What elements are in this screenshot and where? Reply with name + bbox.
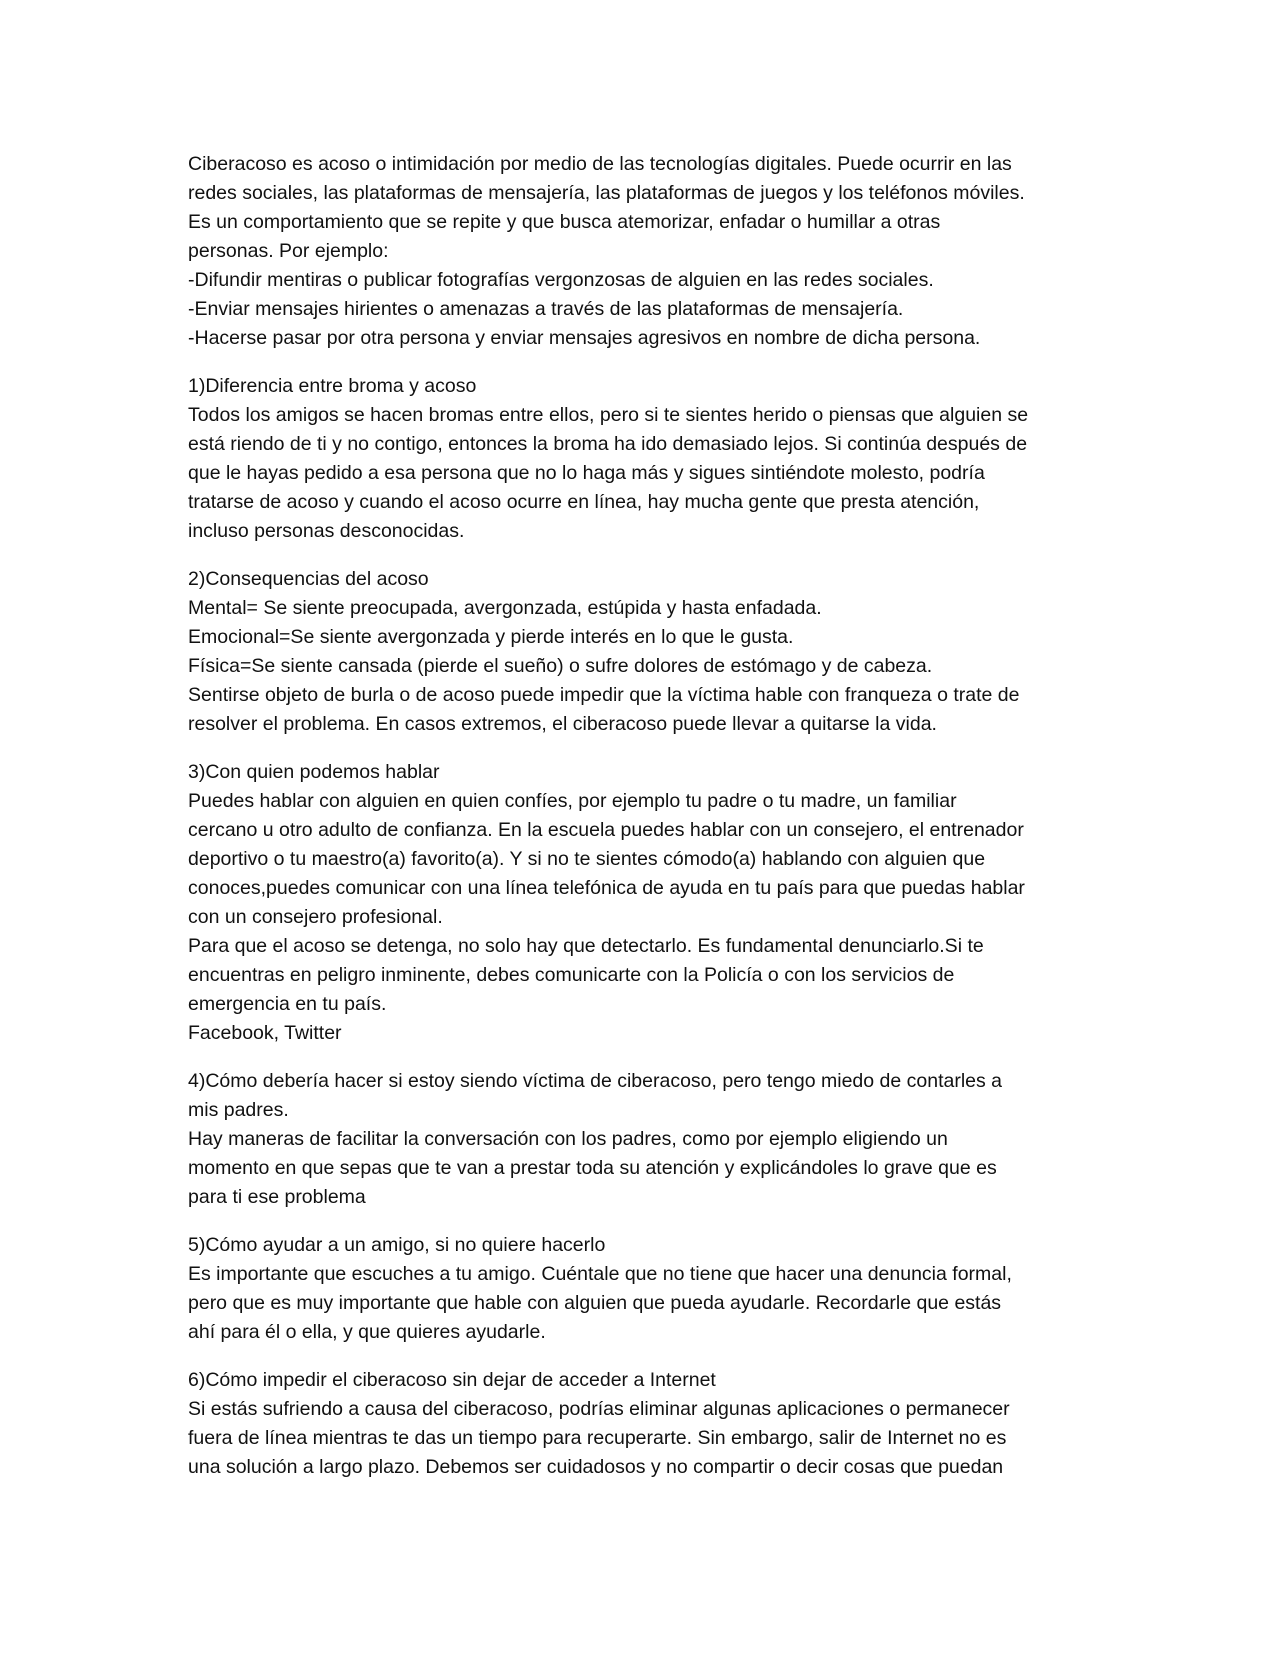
section-victim-afraid-to-tell-parents: [188, 1067, 1108, 1212]
text-line: redes sociales, las plataformas de mensajería, las plataformas de juegos y los teléfonos móviles.: [188, 182, 1025, 204]
text-line: emergencia en tu país.: [188, 993, 387, 1015]
section-heading: 2)Consequencias del acoso: [188, 568, 429, 590]
intro-paragraph: [188, 150, 1108, 353]
text-line: -Difundir mentiras o publicar fotografías vergonzosas de alguien en las redes sociales.: [188, 269, 934, 291]
section-heading: 5)Cómo ayudar a un amigo, si no quiere hacerlo: [188, 1234, 606, 1256]
text-line: ahí para él o ella, y que quieres ayudarle.: [188, 1321, 546, 1343]
text-line: para ti ese problema: [188, 1186, 366, 1208]
text-line: está riendo de ti y no contigo, entonces la broma ha ido demasiado lejos. Si continúa después de: [188, 433, 1028, 455]
text-line: Emocional=Se siente avergonzada y pierde interés en lo que le gusta.: [188, 626, 794, 648]
text-line: encuentras en peligro inminente, debes comunicarte con la Policía o con los servicios de: [188, 964, 955, 986]
text-line: momento en que sepas que te van a prestar toda su atención y explicándoles lo grave que es: [188, 1157, 997, 1179]
text-line: incluso personas desconocidas.: [188, 520, 465, 542]
text-line: personas. Por ejemplo:: [188, 240, 389, 262]
text-line: Todos los amigos se hacen bromas entre ellos, pero si te sientes herido o piensas que alguien se: [188, 404, 1029, 426]
text-line: Puedes hablar con alguien en quien confíes, por ejemplo tu padre o tu madre, un familiar: [188, 790, 957, 812]
section-prevent-cyberbullying-online: [188, 1366, 1108, 1482]
text-line: Es un comportamiento que se repite y que busca atemorizar, enfadar o humillar a otras: [188, 211, 941, 233]
text-line: Para que el acoso se detenga, no solo hay que detectarlo. Es fundamental denunciarlo.Si te: [188, 935, 984, 957]
text-line: Sentirse objeto de burla o de acoso puede impedir que la víctima hable con franqueza o trate de: [188, 684, 1020, 706]
text-line: Física=Se siente cansada (pierde el sueño) o sufre dolores de estómago y de cabeza.: [188, 655, 933, 677]
text-line: deportivo o tu maestro(a) favorito(a). Y si no te sientes cómodo(a) hablando con alguien que: [188, 848, 986, 870]
text-line: una solución a largo plazo. Debemos ser cuidadosos y no compartir o decir cosas que puedan: [188, 1456, 1004, 1478]
text-line: Mental= Se siente preocupada, avergonzada, estúpida y hasta enfadada.: [188, 597, 822, 619]
text-line: Hay maneras de facilitar la conversación con los padres, como por ejemplo eligiendo un: [188, 1128, 948, 1150]
text-line: Es importante que escuches a tu amigo. Cuéntale que no tiene que hacer una denuncia formal,: [188, 1263, 1012, 1285]
section-heading: 4)Cómo debería hacer si estoy siendo víctima de ciberacoso, pero tengo miedo de contarles a: [188, 1070, 1003, 1092]
section-heading: 3)Con quien podemos hablar: [188, 761, 440, 783]
document-page: [188, 150, 1108, 1482]
text-line: tratarse de acoso y cuando el acoso ocurre en línea, hay mucha gente que presta atención,: [188, 491, 980, 513]
section-help-a-friend: [188, 1231, 1108, 1347]
text-line: resolver el problema. En casos extremos, el ciberacoso puede llevar a quitarse la vida.: [188, 713, 937, 735]
text-line: Facebook, Twitter: [188, 1022, 342, 1044]
text-line: -Hacerse pasar por otra persona y enviar mensajes agresivos en nombre de dicha persona.: [188, 327, 981, 349]
text-line: que le hayas pedido a esa persona que no lo haga más y sigues sintiéndote molesto, podría: [188, 462, 985, 484]
text-line: fuera de línea mientras te das un tiempo para recuperarte. Sin embargo, salir de Internet no es: [188, 1427, 1007, 1449]
section-who-to-talk-to: [188, 758, 1108, 1048]
text-line: conoces,puedes comunicar con una línea telefónica de ayuda en tu país para que puedas hablar: [188, 877, 1025, 899]
section-heading-continued: mis padres.: [188, 1099, 289, 1121]
text-line: Si estás sufriendo a causa del ciberacoso, podrías eliminar algunas aplicaciones o permanecer: [188, 1398, 1010, 1420]
section-difference-joke-harassment: [188, 372, 1108, 546]
text-line: Ciberacoso es acoso o intimidación por medio de las tecnologías digitales. Puede ocurrir en las: [188, 153, 1012, 175]
section-heading: 6)Cómo impedir el ciberacoso sin dejar de acceder a Internet: [188, 1369, 716, 1391]
section-heading: 1)Diferencia entre broma y acoso: [188, 375, 477, 397]
text-line: pero que es muy importante que hable con alguien que pueda ayudarle. Recordarle que estás: [188, 1292, 1002, 1314]
section-consequences: [188, 565, 1108, 739]
text-line: cercano u otro adulto de confianza. En la escuela puedes hablar con un consejero, el entrenador: [188, 819, 1024, 841]
text-line: con un consejero profesional.: [188, 906, 443, 928]
text-line: -Enviar mensajes hirientes o amenazas a través de las plataformas de mensajería.: [188, 298, 904, 320]
